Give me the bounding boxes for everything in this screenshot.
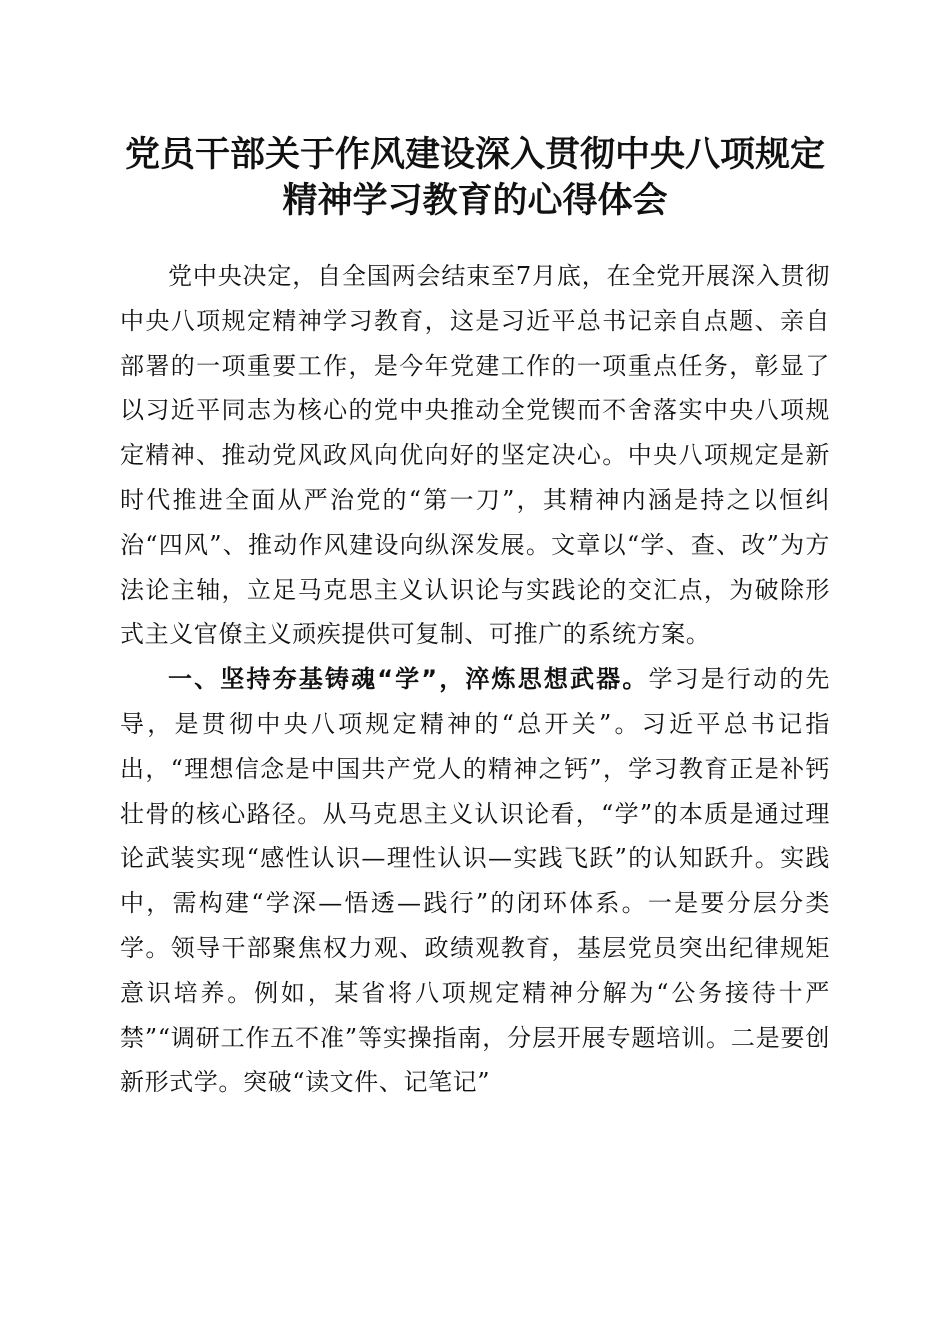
title-line-2: 精神学习教育的心得体会 bbox=[282, 181, 668, 221]
document-body bbox=[120, 254, 830, 1105]
paragraph-intro-text: 党中央决定，自全国两会结束至7月底，在全党开展深入贯彻中央八项规定精神学习教育，这是习近平总书记亲自点题、亲自部署的一项重要工作，是今年党建工作的一项重点任务，彰显了以习近平同志为核心的党中央推动全党锲而不舍落实中央八项规定精神、推动党风政风向优向好的坚定决心。中央八项规定是新时代推进全面从严治党的“第一刀”，其精神内涵是持之以恒纠治“四风”、推动作风建设向纵深发展。文章以“学、查、改”为方法论主轴，立足马克思主义认识论与实践论的交汇点，为破除形式主义官僚主义顽疾提供可复制、可推广的系统方案。 bbox=[120, 262, 830, 649]
paragraph-intro bbox=[120, 254, 830, 657]
document-title bbox=[100, 132, 850, 224]
paragraph-section-one bbox=[120, 657, 830, 1105]
title-line-1: 党员干部关于作风建设深入贯彻中央八项规定 bbox=[124, 135, 825, 175]
section-one-heading: 一、坚持夯基铸魂“学”，淬炼思想武器。 bbox=[168, 665, 649, 694]
section-one-text: 学习是行动的先导，是贯彻中央八项规定精神的“总开关”。习近平总书记指出，“理想信念是中国共产党人的精神之钙”，学习教育正是补钙壮骨的核心路径。从马克思主义认识论看，“学”的本质是通过理论武装实现“感性认识—理性认识—实践飞跃”的认知跃升。实践中，需构建“学深—悟透—践行”的闭环体系。一是要分层分类学。领导干部聚焦权力观、政绩观教育，基层党员突出纪律规矩意识培养。例如，某省将八项规定精神分解为“公务接待十严禁”“调研工作五不准”等实操指南，分层开展专题培训。二是要创新形式学。突破“读文件、记笔记” bbox=[120, 665, 830, 1097]
